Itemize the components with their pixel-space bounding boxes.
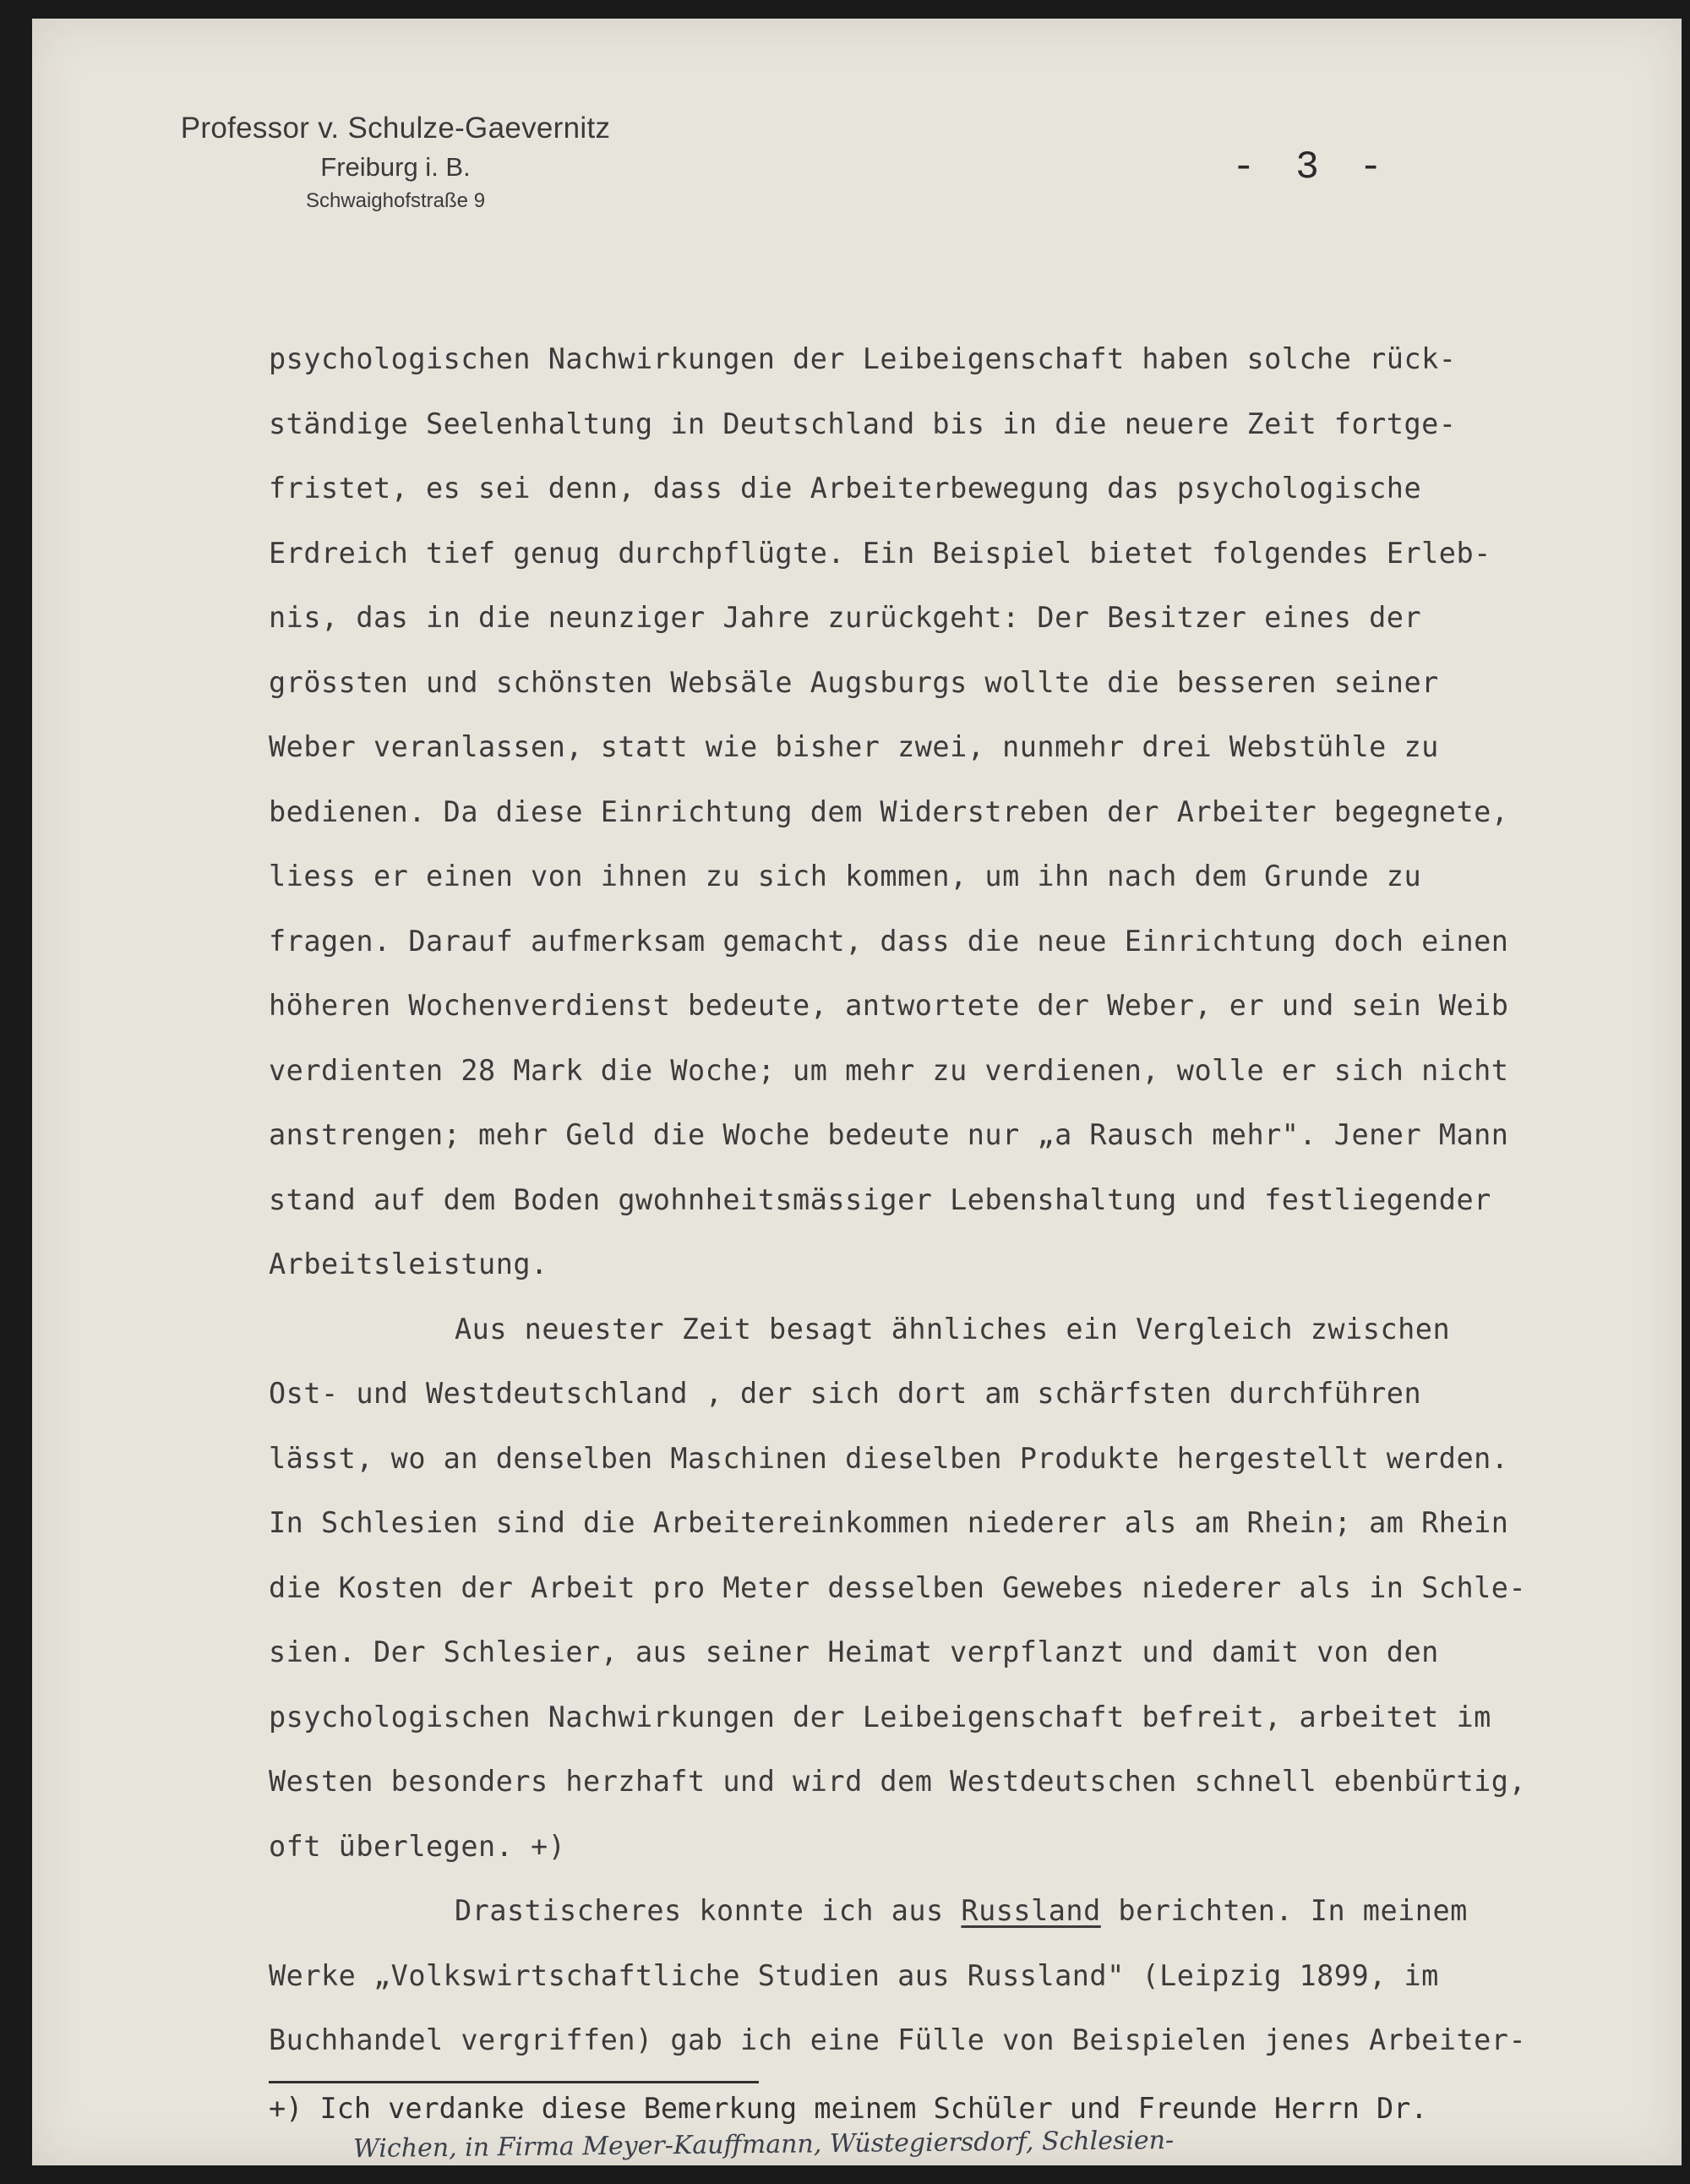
text-line: Erdreich tief genug durchpflügte. Ein Beispiel bietet folgendes Erleb- xyxy=(269,536,1491,570)
text-line: sien. Der Schlesier, aus seiner Heimat verpflanzt und damit von den xyxy=(269,1635,1439,1668)
text-line: stand auf dem Boden gwohnheitsmässiger Lebenshaltung und festliegender xyxy=(269,1182,1491,1216)
text-line: Arbeitsleistung. xyxy=(269,1248,548,1280)
text-line: psychologischen Nachwirkungen der Leibeigenschaft haben solche rück- xyxy=(269,342,1457,375)
text-line: ständige Seelenhaltung in Deutschland bis in die neuere Zeit fortge- xyxy=(269,407,1457,440)
text-line: Weber veranlassen, statt wie bisher zwei, nunmehr drei Webstühle zu xyxy=(269,730,1439,763)
text-line: verdienten 28 Mark die Woche; um mehr zu verdienen, wolle er sich nicht xyxy=(269,1053,1509,1087)
text-line: Werke „Volkswirtschaftliche Studien aus Russland" (Leipzig 1899, im xyxy=(269,1958,1439,1992)
text-line: die Kosten der Arbeit pro Meter desselben Gewebes niederer als in Schle- xyxy=(269,1570,1527,1604)
footnote-divider xyxy=(269,2081,759,2083)
footnote: +) Ich verdanke diese Bemerkung meinem Schüler und Freunde Herrn Dr. xyxy=(269,2092,1428,2125)
text-line: In Schlesien sind die Arbeitereinkommen niederer als am Rhein; am Rhein xyxy=(269,1506,1509,1539)
text-line: höheren Wochenverdienst bedeute, antwortete der Weber, er und sein Weib xyxy=(269,989,1509,1022)
page-number: - 3 - xyxy=(1232,145,1392,189)
text-line: Ost- und Westdeutschland , der sich dort am schärfsten durchführen xyxy=(269,1377,1422,1410)
underlined-word: Russland xyxy=(961,1894,1101,1927)
text-line: Aus neuester Zeit besagt ähnliches ein Vergleich zwischen xyxy=(455,1312,1451,1346)
text-line: grössten und schönsten Websäle Augsburgs wollte die besseren seiner xyxy=(269,665,1439,699)
text-line xyxy=(269,1879,1688,1944)
text-line: lässt, wo an denselben Maschinen dieselben Produkte hergestellt werden. xyxy=(269,1441,1509,1475)
letterhead-name: Professor v. Schulze-Gaevernitz xyxy=(180,112,611,145)
letterhead-street: Schwaighofstraße 9 xyxy=(305,189,486,212)
text-line: oft überlegen. +) xyxy=(269,1829,566,1863)
text-line: fragen. Darauf aufmerksam gemacht, dass die neue Einrichtung doch einen xyxy=(269,924,1509,958)
text-line: Westen besonders herzhaft und wird dem Westdeutschen schnell ebenbürtig, xyxy=(269,1765,1527,1798)
text-line: bedienen. Da diese Einrichtung dem Widerstreben der Arbeiter begegnete, xyxy=(269,794,1509,828)
document-page xyxy=(32,19,1682,2165)
text-fragment: Drastischeres konnte ich aus xyxy=(455,1894,962,1927)
letterhead xyxy=(134,112,657,213)
text-line: liess er einen von ihnen zu sich kommen, um ihn nach dem Grunde zu xyxy=(269,860,1422,893)
body-text xyxy=(269,327,1688,2073)
text-fragment: berichten. In meinem xyxy=(1100,1894,1468,1927)
text-line: anstrengen; mehr Geld die Woche bedeute nur „a Rausch mehr". Jener Mann xyxy=(269,1118,1509,1151)
text-line: nis, das in die neunziger Jahre zurückgeht: Der Besitzer eines der xyxy=(269,601,1422,634)
letterhead-city: Freiburg i. B. xyxy=(320,152,471,182)
text-line: Buchhandel vergriffen) gab ich eine Fülle von Beispielen jenes Arbeiter- xyxy=(269,2023,1527,2056)
handwritten-note: Wichen, in Firma Meyer-Kauffmann, Wüstegiersdorf, Schlesien- xyxy=(352,2125,1175,2165)
text-line: psychologischen Nachwirkungen der Leibeigenschaft befreit, arbeitet im xyxy=(269,1700,1491,1734)
text-line: fristet, es sei denn, dass die Arbeiterbewegung das psychologische xyxy=(269,472,1422,505)
